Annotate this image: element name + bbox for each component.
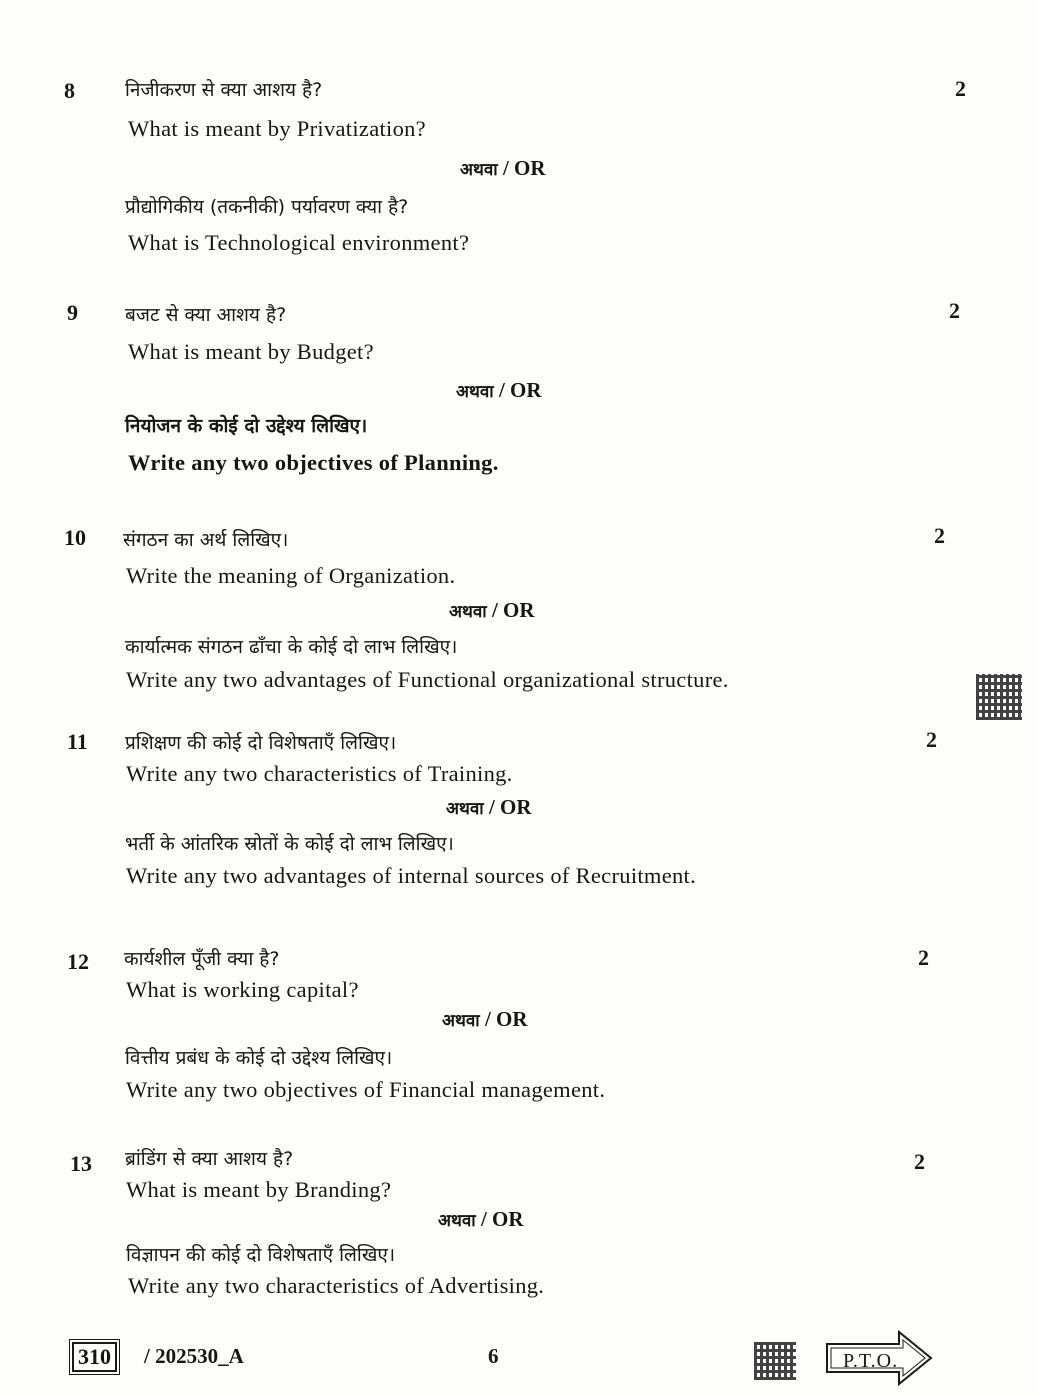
alternative-english: Write any two objectives of Financial management.	[126, 1077, 606, 1102]
question-hindi: निजीकरण से क्या आशय है?	[125, 79, 323, 101]
or-hindi: अथवा	[438, 1211, 476, 1231]
question-hindi: प्रशिक्षण की कोई दो विशेषताएँ लिखिए।	[125, 732, 397, 754]
question-marks: 2	[949, 298, 960, 323]
question-marks: 2	[926, 727, 937, 752]
alternative-english: Write any two advantages of Functional organizational structure.	[126, 667, 729, 692]
paper-code: 310	[72, 1342, 117, 1372]
alternative-hindi: भर्ती के आंतरिक स्रोतों के कोई दो लाभ लिखिए।	[125, 833, 454, 855]
question-hindi: बजट से क्या आशय है?	[125, 304, 287, 326]
or-hindi: अथवा	[446, 799, 484, 819]
or-separator	[446, 795, 532, 820]
question-number: 11	[67, 729, 88, 754]
or-separator	[449, 598, 535, 623]
question-english: Write any two characteristics of Training.	[126, 761, 513, 786]
question-marks: 2	[955, 76, 966, 101]
or-english: / OR	[484, 1007, 528, 1031]
question-number: 13	[70, 1151, 92, 1176]
question-hindi: ब्रांडिंग से क्या आशय है?	[125, 1148, 294, 1170]
question-hindi: संगठन का अर्थ लिखिए।	[123, 529, 289, 551]
or-hindi: अथवा	[449, 602, 487, 622]
or-english: / OR	[491, 598, 535, 622]
alternative-hindi: नियोजन के कोई दो उद्देश्य लिखिए।	[125, 415, 368, 437]
question-english: What is meant by Privatization?	[128, 116, 426, 141]
or-english: / OR	[480, 1207, 524, 1231]
question-english: Write the meaning of Organization.	[126, 563, 456, 588]
or-hindi: अथवा	[456, 382, 494, 402]
qr-code-icon	[754, 1342, 796, 1380]
or-hindi: अथवा	[442, 1011, 480, 1031]
alternative-hindi: विज्ञापन की कोई दो विशेषताएँ लिखिए।	[126, 1244, 396, 1266]
alternative-english: Write any two characteristics of Advertising.	[128, 1273, 545, 1298]
or-english: / OR	[498, 378, 542, 402]
question-number: 12	[67, 949, 89, 974]
question-english: What is meant by Branding?	[126, 1177, 392, 1202]
question-marks: 2	[918, 945, 929, 970]
question-number: 8	[64, 78, 75, 103]
question-hindi: कार्यशील पूँजी क्या है?	[124, 948, 280, 970]
question-marks: 2	[914, 1149, 925, 1174]
or-separator	[442, 1007, 528, 1032]
question-marks: 2	[934, 523, 945, 548]
alternative-english: Write any two objectives of Planning.	[128, 450, 499, 475]
question-english: What is meant by Budget?	[128, 339, 374, 364]
or-separator	[460, 156, 546, 181]
page-footer	[0, 1342, 1038, 1382]
or-separator	[438, 1207, 524, 1232]
question-number: 9	[67, 300, 78, 325]
or-english: / OR	[488, 795, 532, 819]
alternative-hindi: प्रौद्योगिकीय (तकनीकी) पर्यावरण क्या है?	[125, 196, 409, 218]
question-english: What is working capital?	[126, 977, 359, 1002]
or-hindi: अथवा	[460, 160, 498, 180]
page-number: 6	[488, 1344, 499, 1368]
question-number: 10	[64, 525, 86, 550]
pto-label: P.T.O.	[843, 1350, 899, 1372]
qr-code-icon	[976, 674, 1022, 720]
alternative-hindi: कार्यात्मक संगठन ढाँचा के कोई दो लाभ लिखिए।	[125, 636, 458, 658]
alternative-english: Write any two advantages of internal sources of Recruitment.	[126, 863, 697, 888]
or-english: / OR	[502, 156, 546, 180]
alternative-english: What is Technological environment?	[128, 230, 470, 255]
alternative-hindi: वित्तीय प्रबंध के कोई दो उद्देश्य लिखिए।	[125, 1047, 393, 1069]
or-separator	[456, 378, 542, 403]
series-code: / 202530_A	[144, 1344, 244, 1368]
